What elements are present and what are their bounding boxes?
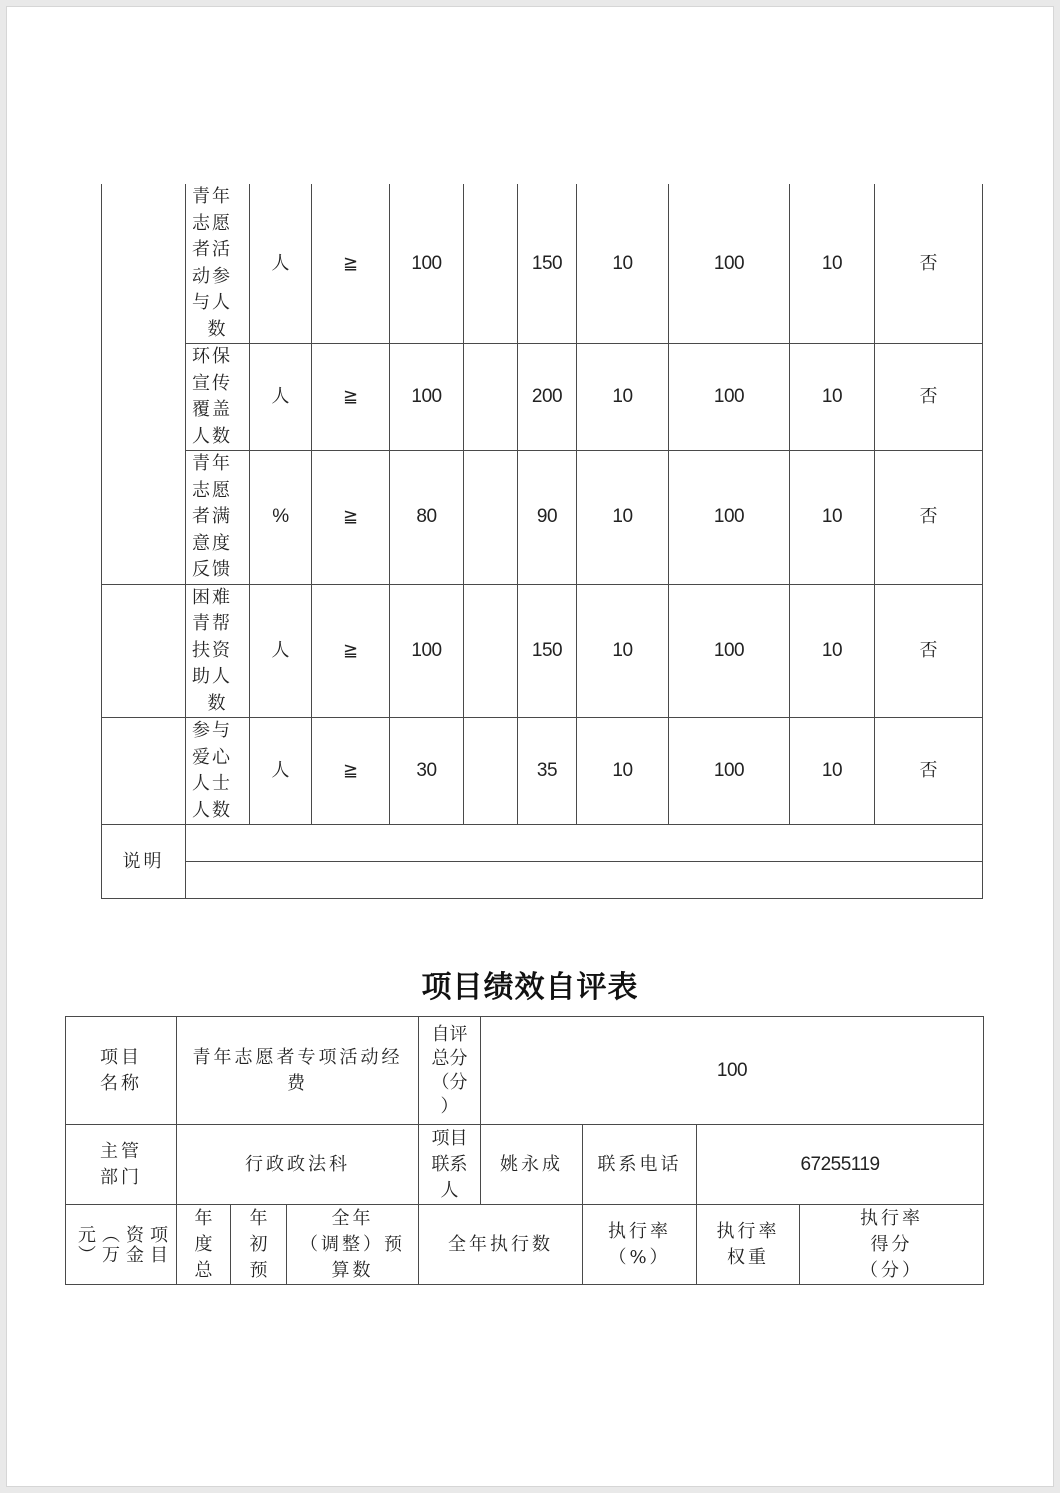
- blank-cell: [464, 344, 518, 451]
- indicator-row: [102, 718, 983, 825]
- indicator-name-line: 人数: [192, 425, 232, 447]
- actual-value: 150: [518, 184, 577, 344]
- label-line: 项目: [100, 1046, 142, 1068]
- label-line: 项目: [431, 1127, 468, 1149]
- indicator-name-line: 参与: [192, 720, 232, 741]
- self-score-value: 100: [481, 1017, 984, 1125]
- self-score-label: [419, 1017, 481, 1125]
- label-line: 预: [249, 1259, 268, 1281]
- label-line: 主管: [100, 1140, 142, 1162]
- operator-cell: ≧: [312, 718, 390, 825]
- weight-value: 10: [577, 344, 669, 451]
- blank-cell: [464, 451, 518, 585]
- indicator-name-line: 者满: [192, 506, 232, 527]
- project-name-label: [66, 1017, 177, 1125]
- indicator-name-line: 志愿: [192, 479, 232, 501]
- unit-cell: 人: [250, 718, 312, 825]
- actual-value: 90: [518, 451, 577, 585]
- blank-cell: [464, 718, 518, 825]
- rate-value: 100: [669, 344, 790, 451]
- exec-score-label: [800, 1205, 984, 1285]
- indicator-name-line: 环保: [192, 346, 232, 367]
- blank-cell: [464, 584, 518, 718]
- label-line: 权重: [727, 1246, 770, 1268]
- indicator-name-line: 宣传: [192, 372, 232, 394]
- label-line: 全年: [331, 1207, 374, 1229]
- label-line: 年: [249, 1207, 268, 1229]
- rate-value: 100: [669, 451, 790, 585]
- performance-eval-table: [65, 1016, 984, 1285]
- annual-total-label: [177, 1205, 231, 1285]
- label-col: 项目: [147, 1224, 168, 1265]
- indicator-name: [186, 718, 250, 825]
- indicator-name-line: 人士: [192, 773, 232, 794]
- exec-rate-label: [583, 1205, 697, 1285]
- note-content: [186, 862, 983, 899]
- score-value: 10: [790, 718, 875, 825]
- value-line: 青年志愿者专项活动经: [192, 1046, 403, 1068]
- operator-cell: ≧: [312, 184, 390, 344]
- actual-value: 200: [518, 344, 577, 451]
- indicator-name: [186, 584, 250, 718]
- section-title: 项目绩效自评表: [421, 970, 639, 1005]
- indicator-name: [186, 344, 250, 451]
- label-line: （调整）预: [300, 1233, 405, 1255]
- label-col: （万: [99, 1224, 120, 1265]
- indicator-name-line: 人数: [192, 799, 232, 821]
- blank-cell: [464, 184, 518, 344]
- label-line: 部门: [100, 1166, 142, 1188]
- unit-cell: 人: [250, 344, 312, 451]
- indicator-name: [186, 451, 250, 585]
- label-line: 执行率: [608, 1220, 672, 1242]
- operator-cell: ≧: [312, 344, 390, 451]
- label-line: 年: [194, 1207, 213, 1229]
- indicator-row: [102, 451, 983, 585]
- annual-exec-label: 全年执行数: [419, 1205, 583, 1285]
- label-line: 总分: [431, 1047, 468, 1069]
- label-line: 联系: [431, 1153, 468, 1175]
- score-value: 10: [790, 451, 875, 585]
- label-line: ）: [440, 1095, 459, 1117]
- phone-label: 联系电话: [583, 1125, 697, 1205]
- indicator-name-line: 数: [207, 692, 228, 714]
- contact-name: 姚永成: [481, 1125, 583, 1205]
- flag-cell: 否: [875, 184, 983, 344]
- value-line: 费: [287, 1072, 308, 1094]
- indicator-name-line: 反馈: [192, 559, 232, 580]
- category-cell: [102, 184, 186, 584]
- indicator-name-line: 青帮: [192, 613, 232, 634]
- target-value: 100: [390, 344, 464, 451]
- indicator-name-line: 意度: [192, 532, 232, 554]
- rate-value: 100: [669, 718, 790, 825]
- rate-value: 100: [669, 184, 790, 344]
- label-line: 名称: [100, 1072, 142, 1094]
- indicator-table: [101, 184, 983, 899]
- dept-label: [66, 1125, 177, 1205]
- indicator-name-line: 爱心: [192, 746, 232, 768]
- indicator-row: [102, 344, 983, 451]
- target-value: 100: [390, 184, 464, 344]
- note-row: [102, 862, 983, 899]
- score-value: 10: [790, 584, 875, 718]
- label-line: 自评: [431, 1023, 468, 1045]
- category-cell: [102, 718, 186, 825]
- label-col: 元）: [75, 1224, 96, 1265]
- flag-cell: 否: [875, 718, 983, 825]
- unit-cell: 人: [250, 584, 312, 718]
- actual-value: 35: [518, 718, 577, 825]
- unit-cell: 人: [250, 184, 312, 344]
- flag-cell: 否: [875, 584, 983, 718]
- label-line: （分: [431, 1071, 468, 1093]
- indicator-name-line: 与人: [192, 292, 232, 313]
- indicator-name-line: 扶资: [192, 639, 232, 661]
- weight-value: 10: [577, 184, 669, 344]
- flag-cell: 否: [875, 451, 983, 585]
- label-line: （分）: [860, 1259, 924, 1281]
- operator-cell: ≧: [312, 584, 390, 718]
- label-line: 初: [249, 1233, 268, 1255]
- initial-budget-label: [231, 1205, 287, 1285]
- adjusted-budget-label: [287, 1205, 419, 1285]
- label-col: 资金: [123, 1224, 144, 1265]
- operator-cell: ≧: [312, 451, 390, 585]
- label-line: 度: [194, 1233, 213, 1255]
- label-line: 总: [194, 1259, 213, 1281]
- indicator-row: [102, 584, 983, 718]
- label-line: （%）: [608, 1246, 671, 1268]
- phone-value: 67255119: [697, 1125, 984, 1205]
- indicator-name-line: 青年: [192, 453, 232, 474]
- indicator-name: [186, 184, 250, 344]
- project-name-value: [177, 1017, 419, 1125]
- contact-label: [419, 1125, 481, 1205]
- label-line: 执行率: [716, 1220, 780, 1242]
- label-line: 算数: [331, 1259, 374, 1281]
- note-content: [186, 825, 983, 862]
- indicator-name-line: 志愿: [192, 212, 232, 234]
- actual-value: 150: [518, 584, 577, 718]
- indicator-name-line: 困难: [192, 586, 232, 608]
- target-value: 100: [390, 584, 464, 718]
- weight-value: 10: [577, 584, 669, 718]
- indicator-name-line: 青年: [192, 186, 232, 207]
- indicator-name-line: 覆盖: [192, 399, 232, 420]
- flag-cell: 否: [875, 344, 983, 451]
- exec-weight-label: [697, 1205, 800, 1285]
- score-value: 10: [790, 184, 875, 344]
- category-cell: [102, 584, 186, 718]
- weight-value: 10: [577, 718, 669, 825]
- note-label: 说明: [102, 825, 186, 899]
- label-line: 得分: [870, 1233, 913, 1255]
- weight-value: 10: [577, 451, 669, 585]
- dept-value: 行政政法科: [177, 1125, 419, 1205]
- target-value: 30: [390, 718, 464, 825]
- rate-value: 100: [669, 584, 790, 718]
- label-line: 执行率: [860, 1207, 924, 1229]
- label-line: 人: [440, 1179, 459, 1201]
- indicator-row: [102, 184, 983, 344]
- target-value: 80: [390, 451, 464, 585]
- unit-cell: %: [250, 451, 312, 585]
- funds-label: [66, 1205, 177, 1285]
- indicator-name-line: 动参: [192, 265, 232, 287]
- indicator-name-line: 助人: [192, 666, 232, 687]
- indicator-name-line: 数: [207, 318, 228, 340]
- note-row: [102, 825, 983, 862]
- indicator-name-line: 者活: [192, 239, 232, 260]
- score-value: 10: [790, 344, 875, 451]
